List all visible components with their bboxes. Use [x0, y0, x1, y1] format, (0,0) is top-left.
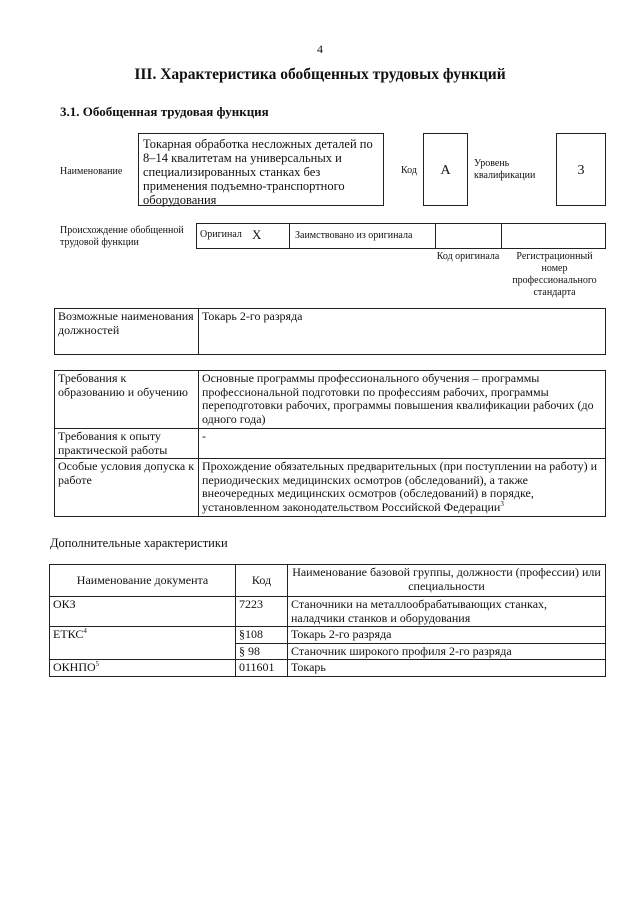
requirement-label: Требования к образованию и обучению: [55, 371, 199, 429]
doc-name: ОКЗ: [53, 597, 76, 611]
profession-cell: Станочники на металлообрабатывающих станках, наладчики станков и оборудования: [288, 597, 606, 627]
function-name-value: Токарная обработка несложных деталей по 8–14 квалитетам на универсальных и специализированных станках без применения подъемно-транспортного оборудования: [143, 137, 373, 207]
origin-divider-2: [435, 223, 436, 249]
profession-cell: Токарь: [288, 660, 606, 677]
footnote-ref: 5: [95, 660, 100, 668]
doc-name: ОКНПО: [53, 660, 96, 674]
code-label: Код: [401, 165, 417, 176]
table-row: [50, 627, 606, 644]
origin-divider-1: [289, 223, 290, 249]
code-value: А: [440, 163, 451, 178]
column-header: Наименование базовой группы, должности (профессии) или специальности: [288, 565, 606, 597]
original-label: Оригинал: [200, 229, 242, 240]
requirement-row: [55, 371, 606, 429]
positions-value: Токарь 2-го разряда: [199, 309, 606, 355]
code-original-label: Код оригинала: [436, 251, 500, 262]
positions-row: [55, 309, 606, 355]
original-mark: X: [252, 227, 262, 242]
table-row: [50, 597, 606, 627]
origin-divider-3: [501, 223, 502, 249]
requirement-label: Особые условия допуска к работе: [55, 459, 199, 517]
level-value: 3: [577, 163, 585, 178]
code-box: [423, 133, 468, 206]
column-header: Наименование документа: [50, 565, 236, 597]
positions-table: [54, 308, 606, 355]
subsection-title: 3.1. Обобщенная трудовая функция: [60, 104, 269, 119]
page-number: 4: [317, 42, 323, 56]
code-cell: § 98: [236, 643, 288, 660]
column-header: Код: [236, 565, 288, 597]
requirement-value-cell: [199, 459, 606, 517]
doc-cell: [50, 597, 236, 627]
function-name-box: [138, 133, 384, 206]
code-cell: 011601: [236, 660, 288, 677]
requirement-row: [55, 459, 606, 517]
level-box: [556, 133, 606, 206]
name-label: Наименование: [60, 166, 123, 177]
origin-label: Происхождение обобщенной трудовой функции: [60, 225, 184, 248]
table-row: [50, 660, 606, 677]
requirement-label: Требования к опыту практической работы: [55, 429, 199, 459]
doc-cell: [50, 627, 236, 660]
additional-title: Дополнительные характеристики: [50, 536, 228, 550]
profession-cell: Токарь 2-го разряда: [288, 627, 606, 644]
reg-number-label: Регистрационный номер профессионального стандарта: [512, 251, 597, 298]
requirements-table: [54, 370, 606, 517]
doc-cell: [50, 660, 236, 677]
level-label: Уровень квалификации: [474, 158, 536, 181]
footnote-ref: 4: [83, 627, 87, 635]
footnote-ref: 3: [500, 499, 504, 508]
table-header-row: [50, 565, 606, 597]
requirement-value: Основные программы профессионального обучения – программы профессиональной подготовки по профессиям рабочих, программы переподготовки рабочих, программы повышения квалификации рабочих (до одного года): [199, 371, 606, 429]
section-title: III. Характеристика обобщенных трудовых функций: [134, 66, 506, 83]
profession-cell: Станочник широкого профиля 2-го разряда: [288, 643, 606, 660]
requirement-value: -: [199, 429, 606, 459]
positions-label: Возможные наименования должностей: [55, 309, 199, 355]
code-cell: §108: [236, 627, 288, 644]
borrowed-label: Заимствовано из оригинала: [295, 230, 413, 241]
doc-name: ЕТКС: [53, 627, 84, 641]
additional-table: [49, 564, 606, 677]
requirement-value: Прохождение обязательных предварительных (при поступлении на работу) и периодических медицинских осмотров (обследований), а также внеочередных медицинских осмотров (обследований) в порядке, установленном законодательством Российской Федерации: [202, 459, 598, 514]
requirement-row: [55, 429, 606, 459]
code-cell: 7223: [236, 597, 288, 627]
